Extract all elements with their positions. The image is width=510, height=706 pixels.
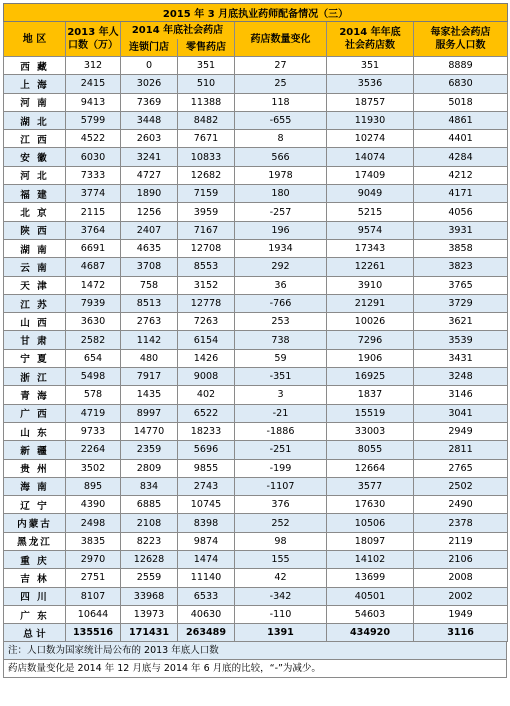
cell-chain: 834 <box>121 477 178 495</box>
cell-retail: 11388 <box>178 93 235 111</box>
cell-population: 2115 <box>66 203 121 221</box>
header-total-line2: 社会药店数 <box>345 40 395 51</box>
total-row <box>4 624 508 642</box>
cell-region: 吉 林 <box>4 569 66 587</box>
cell-region: 北 京 <box>4 203 66 221</box>
cell-chain: 2603 <box>121 130 178 148</box>
cell-total: 54603 <box>327 605 414 623</box>
cell-chain: 2108 <box>121 514 178 532</box>
cell-per-store: 3248 <box>414 368 508 386</box>
cell-chain: 758 <box>121 276 178 294</box>
cell-change: -110 <box>235 605 327 623</box>
cell-chain: 1890 <box>121 185 178 203</box>
cell-retail: 6522 <box>178 404 235 422</box>
cell-retail: 510 <box>178 75 235 93</box>
cell-region: 广 西 <box>4 404 66 422</box>
cell-change: 118 <box>235 93 327 111</box>
cell-population: 1472 <box>66 276 121 294</box>
cell-per-store: 3823 <box>414 258 508 276</box>
cell-chain: 4635 <box>121 239 178 257</box>
cell-chain: 14770 <box>121 422 178 440</box>
cell-retail: 8553 <box>178 258 235 276</box>
cell-chain: 33968 <box>121 587 178 605</box>
note-change: 药店数量变化是 2014 年 12 月底与 2014 年 6 月底的比较，“-”为减少。 <box>3 660 507 678</box>
cell-retail: 9008 <box>178 368 235 386</box>
cell-per-store: 3621 <box>414 313 508 331</box>
cell-total: 14102 <box>327 551 414 569</box>
cell-per-store: 4056 <box>414 203 508 221</box>
table-row <box>4 313 508 331</box>
cell-change: 252 <box>235 514 327 532</box>
cell-retail: 8482 <box>178 111 235 129</box>
cell-region: 云 南 <box>4 258 66 276</box>
cell-change: 376 <box>235 496 327 514</box>
cell-retail: 7167 <box>178 221 235 239</box>
cell-population: 3764 <box>66 221 121 239</box>
cell-per-store: 2949 <box>414 422 508 440</box>
cell-region: 山 东 <box>4 422 66 440</box>
table-row <box>4 532 508 550</box>
header-per-line1: 每家社会药店 <box>430 27 491 38</box>
header-population-line2: 口数（万） <box>68 40 118 51</box>
cell-population: 2498 <box>66 514 121 532</box>
cell-chain: 8997 <box>121 404 178 422</box>
table-row <box>4 569 508 587</box>
header-stores: 2014 年底社会药店 <box>121 22 235 40</box>
cell-total: 3577 <box>327 477 414 495</box>
cell-chain: 7369 <box>121 93 178 111</box>
cell-retail: 12708 <box>178 239 235 257</box>
cell-chain: 12628 <box>121 551 178 569</box>
cell-retail: 8398 <box>178 514 235 532</box>
cell-change: 566 <box>235 148 327 166</box>
cell-chain: 1256 <box>121 203 178 221</box>
cell-chain: 8223 <box>121 532 178 550</box>
cell-per-store: 2502 <box>414 477 508 495</box>
cell-population: 312 <box>66 57 121 75</box>
header-retail: 零售药店 <box>178 39 235 57</box>
cell-retail: 12682 <box>178 166 235 184</box>
table-row <box>4 258 508 276</box>
cell-population: 3835 <box>66 532 121 550</box>
table-body <box>4 57 508 642</box>
total-cell-region: 总 计 <box>4 624 66 642</box>
cell-change: -766 <box>235 294 327 312</box>
cell-chain: 6885 <box>121 496 178 514</box>
cell-per-store: 3931 <box>414 221 508 239</box>
cell-population: 2970 <box>66 551 121 569</box>
cell-change: 42 <box>235 569 327 587</box>
cell-total: 16925 <box>327 368 414 386</box>
cell-region: 陕 西 <box>4 221 66 239</box>
header-total-stores <box>327 22 414 57</box>
cell-per-store: 4212 <box>414 166 508 184</box>
cell-chain: 480 <box>121 349 178 367</box>
cell-region: 福 建 <box>4 185 66 203</box>
cell-population: 6691 <box>66 239 121 257</box>
table-row <box>4 477 508 495</box>
cell-region: 黑龙江 <box>4 532 66 550</box>
cell-retail: 40630 <box>178 605 235 623</box>
table-row <box>4 459 508 477</box>
cell-retail: 6154 <box>178 331 235 349</box>
table-row <box>4 57 508 75</box>
cell-total: 40501 <box>327 587 414 605</box>
cell-per-store: 2008 <box>414 569 508 587</box>
table-row <box>4 130 508 148</box>
cell-region: 安 徽 <box>4 148 66 166</box>
table-row <box>4 239 508 257</box>
cell-change: 27 <box>235 57 327 75</box>
cell-chain: 3448 <box>121 111 178 129</box>
cell-chain: 4727 <box>121 166 178 184</box>
cell-chain: 1142 <box>121 331 178 349</box>
cell-change: 25 <box>235 75 327 93</box>
header-population-line1: 2013 年人 <box>67 27 119 38</box>
cell-change: 1934 <box>235 239 327 257</box>
table-row <box>4 294 508 312</box>
cell-per-store: 4284 <box>414 148 508 166</box>
cell-retail: 12778 <box>178 294 235 312</box>
cell-region: 西 藏 <box>4 57 66 75</box>
cell-population: 8107 <box>66 587 121 605</box>
cell-population: 2582 <box>66 331 121 349</box>
cell-chain: 2407 <box>121 221 178 239</box>
cell-total: 10506 <box>327 514 414 532</box>
cell-region: 广 东 <box>4 605 66 623</box>
table-row <box>4 203 508 221</box>
cell-chain: 3708 <box>121 258 178 276</box>
cell-retail: 11140 <box>178 569 235 587</box>
cell-retail: 1474 <box>178 551 235 569</box>
total-cell-population: 135516 <box>66 624 121 642</box>
cell-per-store: 8889 <box>414 57 508 75</box>
cell-retail: 351 <box>178 57 235 75</box>
cell-total: 9574 <box>327 221 414 239</box>
table-row <box>4 221 508 239</box>
cell-population: 6030 <box>66 148 121 166</box>
cell-retail: 9874 <box>178 532 235 550</box>
cell-region: 江 苏 <box>4 294 66 312</box>
table-row <box>4 276 508 294</box>
pharmacist-staffing-table <box>3 3 508 642</box>
cell-change: 8 <box>235 130 327 148</box>
cell-population: 654 <box>66 349 121 367</box>
cell-total: 17409 <box>327 166 414 184</box>
cell-per-store: 3765 <box>414 276 508 294</box>
table-row <box>4 111 508 129</box>
table-row <box>4 404 508 422</box>
cell-per-store: 1949 <box>414 605 508 623</box>
cell-region: 甘 肃 <box>4 331 66 349</box>
cell-total: 12664 <box>327 459 414 477</box>
cell-population: 7939 <box>66 294 121 312</box>
cell-total: 3536 <box>327 75 414 93</box>
header-per-line2: 服务人口数 <box>435 40 486 51</box>
table-row <box>4 166 508 184</box>
cell-chain: 2809 <box>121 459 178 477</box>
cell-change: -1886 <box>235 422 327 440</box>
cell-region: 天 津 <box>4 276 66 294</box>
cell-region: 贵 州 <box>4 459 66 477</box>
cell-population: 7333 <box>66 166 121 184</box>
cell-per-store: 3146 <box>414 386 508 404</box>
cell-population: 10644 <box>66 605 121 623</box>
cell-change: -251 <box>235 441 327 459</box>
cell-per-store: 2002 <box>414 587 508 605</box>
cell-chain: 0 <box>121 57 178 75</box>
cell-total: 10274 <box>327 130 414 148</box>
cell-per-store: 3729 <box>414 294 508 312</box>
cell-region: 江 西 <box>4 130 66 148</box>
header-region: 地 区 <box>4 22 66 57</box>
table-row <box>4 496 508 514</box>
cell-retail: 2743 <box>178 477 235 495</box>
cell-change: 59 <box>235 349 327 367</box>
cell-total: 12261 <box>327 258 414 276</box>
cell-change: 180 <box>235 185 327 203</box>
cell-per-store: 3431 <box>414 349 508 367</box>
cell-region: 宁 夏 <box>4 349 66 367</box>
cell-chain: 7917 <box>121 368 178 386</box>
cell-retail: 3152 <box>178 276 235 294</box>
cell-per-store: 4171 <box>414 185 508 203</box>
cell-change: -199 <box>235 459 327 477</box>
cell-chain: 1435 <box>121 386 178 404</box>
cell-chain: 2359 <box>121 441 178 459</box>
cell-chain: 8513 <box>121 294 178 312</box>
cell-change: -351 <box>235 368 327 386</box>
table-row <box>4 441 508 459</box>
cell-retail: 3959 <box>178 203 235 221</box>
table-row <box>4 514 508 532</box>
cell-per-store: 4401 <box>414 130 508 148</box>
cell-region: 山 西 <box>4 313 66 331</box>
cell-total: 11930 <box>327 111 414 129</box>
cell-population: 5498 <box>66 368 121 386</box>
cell-region: 海 南 <box>4 477 66 495</box>
cell-region: 上 海 <box>4 75 66 93</box>
cell-population: 5799 <box>66 111 121 129</box>
table-row <box>4 386 508 404</box>
total-cell-chain: 171431 <box>121 624 178 642</box>
cell-population: 4522 <box>66 130 121 148</box>
cell-region: 浙 江 <box>4 368 66 386</box>
cell-total: 1906 <box>327 349 414 367</box>
table-row <box>4 587 508 605</box>
cell-population: 895 <box>66 477 121 495</box>
table-row <box>4 185 508 203</box>
cell-retail: 6533 <box>178 587 235 605</box>
cell-change: -1107 <box>235 477 327 495</box>
table-row <box>4 349 508 367</box>
table-row <box>4 551 508 569</box>
cell-change: 155 <box>235 551 327 569</box>
total-cell-retail: 263489 <box>178 624 235 642</box>
cell-retail: 10833 <box>178 148 235 166</box>
cell-region: 河 北 <box>4 166 66 184</box>
cell-total: 7296 <box>327 331 414 349</box>
cell-change: 253 <box>235 313 327 331</box>
cell-retail: 7263 <box>178 313 235 331</box>
cell-per-store: 3041 <box>414 404 508 422</box>
table-row <box>4 148 508 166</box>
cell-population: 4719 <box>66 404 121 422</box>
cell-region: 新 疆 <box>4 441 66 459</box>
cell-chain: 2763 <box>121 313 178 331</box>
cell-per-store: 2811 <box>414 441 508 459</box>
cell-population: 9413 <box>66 93 121 111</box>
total-cell-total: 434920 <box>327 624 414 642</box>
cell-total: 21291 <box>327 294 414 312</box>
cell-retail: 7159 <box>178 185 235 203</box>
cell-retail: 10745 <box>178 496 235 514</box>
cell-change: -257 <box>235 203 327 221</box>
cell-total: 18097 <box>327 532 414 550</box>
table-row <box>4 422 508 440</box>
pharmacist-staffing-table-container <box>3 3 507 678</box>
cell-population: 3630 <box>66 313 121 331</box>
cell-per-store: 5018 <box>414 93 508 111</box>
header-per-store <box>414 22 508 57</box>
cell-population: 578 <box>66 386 121 404</box>
cell-population: 9733 <box>66 422 121 440</box>
table-row <box>4 331 508 349</box>
cell-change: 196 <box>235 221 327 239</box>
table-row <box>4 368 508 386</box>
cell-total: 351 <box>327 57 414 75</box>
cell-change: 36 <box>235 276 327 294</box>
cell-per-store: 4861 <box>414 111 508 129</box>
cell-retail: 7671 <box>178 130 235 148</box>
cell-region: 辽 宁 <box>4 496 66 514</box>
cell-chain: 3241 <box>121 148 178 166</box>
cell-total: 13699 <box>327 569 414 587</box>
cell-population: 3774 <box>66 185 121 203</box>
header-population <box>66 22 121 57</box>
table-row <box>4 605 508 623</box>
cell-total: 33003 <box>327 422 414 440</box>
cell-total: 14074 <box>327 148 414 166</box>
cell-retail: 9855 <box>178 459 235 477</box>
cell-per-store: 2106 <box>414 551 508 569</box>
cell-change: 292 <box>235 258 327 276</box>
cell-population: 2415 <box>66 75 121 93</box>
cell-region: 重 庆 <box>4 551 66 569</box>
cell-per-store: 6830 <box>414 75 508 93</box>
cell-chain: 2559 <box>121 569 178 587</box>
cell-region: 青 海 <box>4 386 66 404</box>
cell-total: 3910 <box>327 276 414 294</box>
cell-change: 738 <box>235 331 327 349</box>
cell-region: 湖 南 <box>4 239 66 257</box>
cell-region: 河 南 <box>4 93 66 111</box>
cell-total: 17630 <box>327 496 414 514</box>
cell-region: 湖 北 <box>4 111 66 129</box>
cell-chain: 13973 <box>121 605 178 623</box>
table-title: 2015 年 3 月底执业药师配备情况（三） <box>4 4 508 22</box>
cell-change: 3 <box>235 386 327 404</box>
cell-total: 18757 <box>327 93 414 111</box>
header-chain: 连锁门店 <box>121 39 178 57</box>
cell-region: 四 川 <box>4 587 66 605</box>
cell-change: 98 <box>235 532 327 550</box>
header-change: 药店数量变化 <box>235 22 327 57</box>
cell-chain: 3026 <box>121 75 178 93</box>
cell-total: 5215 <box>327 203 414 221</box>
table-row <box>4 93 508 111</box>
cell-retail: 1426 <box>178 349 235 367</box>
cell-population: 4390 <box>66 496 121 514</box>
cell-population: 2751 <box>66 569 121 587</box>
cell-population: 3502 <box>66 459 121 477</box>
cell-change: -655 <box>235 111 327 129</box>
cell-per-store: 2119 <box>414 532 508 550</box>
cell-region: 内蒙古 <box>4 514 66 532</box>
cell-total: 17343 <box>327 239 414 257</box>
cell-change: -342 <box>235 587 327 605</box>
cell-total: 1837 <box>327 386 414 404</box>
cell-total: 10026 <box>327 313 414 331</box>
cell-retail: 402 <box>178 386 235 404</box>
cell-retail: 5696 <box>178 441 235 459</box>
cell-per-store: 3858 <box>414 239 508 257</box>
cell-per-store: 2765 <box>414 459 508 477</box>
cell-retail: 18233 <box>178 422 235 440</box>
cell-population: 4687 <box>66 258 121 276</box>
cell-population: 2264 <box>66 441 121 459</box>
total-cell-per-store: 3116 <box>414 624 508 642</box>
total-cell-change: 1391 <box>235 624 327 642</box>
cell-change: -21 <box>235 404 327 422</box>
cell-change: 1978 <box>235 166 327 184</box>
cell-per-store: 2490 <box>414 496 508 514</box>
cell-total: 15519 <box>327 404 414 422</box>
note-population: 注：人口数为国家统计局公布的 2013 年底人口数 <box>3 642 507 660</box>
cell-total: 8055 <box>327 441 414 459</box>
cell-per-store: 3539 <box>414 331 508 349</box>
table-row <box>4 75 508 93</box>
cell-total: 9049 <box>327 185 414 203</box>
header-total-line1: 2014 年年底 <box>339 27 401 38</box>
cell-per-store: 2378 <box>414 514 508 532</box>
